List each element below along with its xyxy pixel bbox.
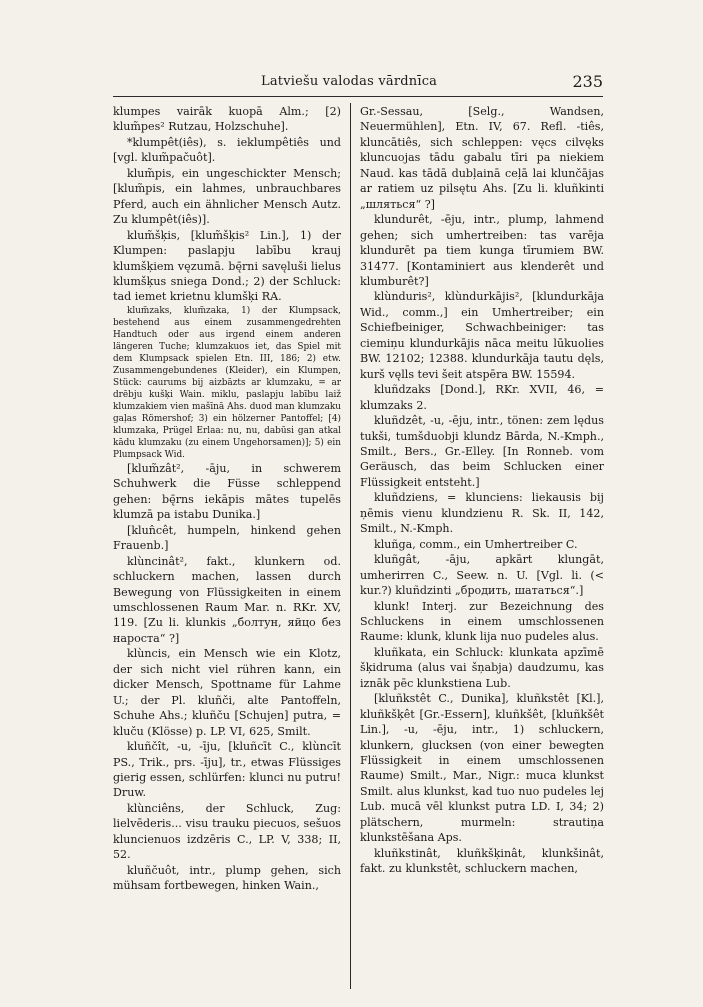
header-rule (113, 96, 603, 97)
dictionary-entry: Gr.-Sessau, [Selg., Wandsen, Neuermühlen], Etn. IV, 67. Refl. -tiês, kluncātiês, sich schleppen: vęcs cilvęks kluncuojas tādu gabalu tīri pa niekiem Naud. kas tādā dubļainā ceļā lai klunčājas ar ratiem uz pilsętu Ahs. [Zu li. kluñkinti „шляться“ ?] (360, 105, 604, 211)
dictionary-entry: kluñkstinât, kluñkšķinât, klunkšinât, fakt. zu klunkstêt, schluckern machen, (360, 846, 604, 876)
dictionary-entry: klundurêt, -ēju, intr., plump, lahmend gehen; sich umhertreiben: tas varēja klundurēt pa tiem kunga tīrumiem BW. 31477. [Kontaminiert aus klenderêt und klumburêt?] (360, 213, 604, 288)
dictionary-entry: kluñdziens, = klunciens: liekausis bij ņēmis vienu klundzienu R. Sk. II, 142, Smilt., N.-Kmph. (360, 491, 604, 536)
dictionary-entry: [klun̂cêt, humpeln, hinkend gehen Frauenb.] (113, 523, 341, 553)
dictionary-entry: klùnciêns, der Schluck, Zug: lielvēderis... visu trauku piecuos, sešuos kluncienuos izdzēris C., LP. V, 338; II, 52. (113, 801, 341, 862)
dictionary-entry: kluñčuôt, intr., plump gehen, sich mühsam fortbewegen, hinken Wain., (113, 863, 341, 893)
dictionary-entry: [klum̃zât², -āju, in schwerem Schuhwerk die Füsse schleppend gehen: bę̄rns iekāpis mātes tupelēs klumzā pa istabu Dunika.] (113, 461, 341, 522)
dictionary-entry: *klumpêt(iês), s. ieklumpêtiês und [vgl. klum̃pačuôt]. (113, 135, 341, 165)
running-title: Latviešu valodas vārdnīca (261, 74, 438, 89)
dictionary-entry: kluñčît, -u, -īju, [kluñcīt C., klùncīt PS., Trik., prs. -īju], tr., etwas Flüssiges gierig essen, schlürfen: klunci nu putru! Druw. (113, 740, 341, 800)
dictionary-entry: klum̃pis, ein ungeschickter Mensch; [klum̃pis, ein lahmes, unbrauchbares Pferd, auch ein ähnlicher Mensch Autz. Zu klumpêt(iês)]. (113, 166, 341, 227)
dictionary-entry: kluñdzêt, -u, -ēju, intr., tönen: zem lędus tukši, tumšduobji klundz Bārda, N.-Kmph., Smilt., Bers., Gr.-Elley. [In Ronneb. vom Geräusch, das beim Schlucken einer Flüssigkeit entsteht.] (360, 414, 604, 489)
dictionary-entry: kluñgât, -āju, apkārt klungāt, umherirren C., Seew. n. U. [Vgl. li. (< kur.?) kluñdzinti „бродить, шататься“.] (360, 553, 604, 598)
dictionary-entry: klùncis, ein Mensch wie ein Klotz, der sich nicht viel rühren kann, ein dicker Mensch, Spottname für Lahme U.; der Pl. kluñči, alte Pantoffeln, Schuhe Ahs.; kluñču [Schujen] putra, = kluču (Klösse) p. LP. VI, 625, Smilt. (113, 647, 341, 738)
page-header (113, 74, 603, 92)
dictionary-entry: klum̃šķis, [klum̃šķis² Lin.], 1) der Klumpen: paslapju labību krauj klumšķiem vęzumā. bę̄rni savęluši lielus klumšķus sniega Dond.; 2) der Schluck: tad iemet krietnu klumšķi RA. (113, 228, 341, 304)
dictionary-entry: kluñkata, ein Schluck: klunkata apzīmē šķidruma (alus vai šņabja) daudzumu, kas iznāk pēc klunkstiena Lub. (360, 645, 604, 690)
page-number: 235 (572, 72, 603, 91)
dictionary-entry: klùncinât², fakt., klunkern od. schluckern machen, lassen durch Bewegung von Flüssigkeiten in einem umschlossenen Raum Mar. n. RKr. XV, 119. [Zu li. klunkis „болтун, яйцо без нароста“ ?] (113, 554, 341, 645)
dictionary-entry: klumpes vairāk kuopā Alm.; [2) klum̃pes² Rutzau, Holzschuhe]. (113, 105, 341, 134)
column-separator (350, 103, 351, 989)
dictionary-entry: kluñga, comm., ein Umhertreiber C. (374, 537, 578, 551)
dictionary-entry: klùnduris², klùndurkājis², [klundurkāja Wid., comm.,] ein Umhertreiber; ein Schiefbeiniger, Schwachbeiniger: tas ciemiņu klundurkājis nāca meitu lūkuolies BW. 12102; 12388. klundurkāja tautu dęls, kurš vęlls tevi šeit atspēra BW. 15594. (360, 290, 604, 381)
dictionary-entry: kluñdzaks [Dond.], RKr. XVII, 46, = klumzaks 2. (360, 383, 604, 412)
dictionary-entry: [kluñkstêt C., Dunika], kluñkstêt [Kl.], kluñkšķêt [Gr.-Essern], kluñkšêt, [kluñkšêt Lin.], -u, -ēju, intr., 1) schluckern, klunkern, glucksen (von einer bewegten Flüssigkeit in einem umschlossenen Raume) Smilt., Mar., Nigr.: muca klunkst Smilt. alus klunkst, kad tuo nuo pudeles lej Lub. mucā vēl klunkst putra LD. I, 34; 2) plätschern, murmeln: strautiņa klunkstēšana Aps. (360, 692, 604, 845)
dictionary-entry: klunk! Interj. zur Bezeichnung des Schluckens in einem umschlossenen Raume: klunk, klunk lija nuo pudeles alus. (360, 599, 604, 644)
dictionary-entry: klum̃zaks, klum̃zaka, 1) der Klumpsack, bestehend aus einem zusammengedrehten Handtuch oder aus irgend einem anderen längeren Tuche; klumzakuos iet, das Spiel mit dem Klumpsack spielen Etn. III, 186; 2) etw. Zusammengebundenes (Kleider), ein Klumpen, Stück: caurums bij aizbāzts ar klumzaku, = ar drēbju kušķi Wain. miklu, paslapju labību laiž klumzakiem vien mašīnā Ahs. duod man klumzaku gaļas Römershof; 3) ein hölzerner Pantoffel; [4) klumzaka, Prügel Erlaa: nu, nu, dabūsi gan atkal kādu klumzaku (zu einem Ungehorsamen)]; 5) ein Plumpsack Wid. (113, 305, 341, 460)
left-column (113, 104, 341, 992)
right-column (360, 104, 604, 992)
